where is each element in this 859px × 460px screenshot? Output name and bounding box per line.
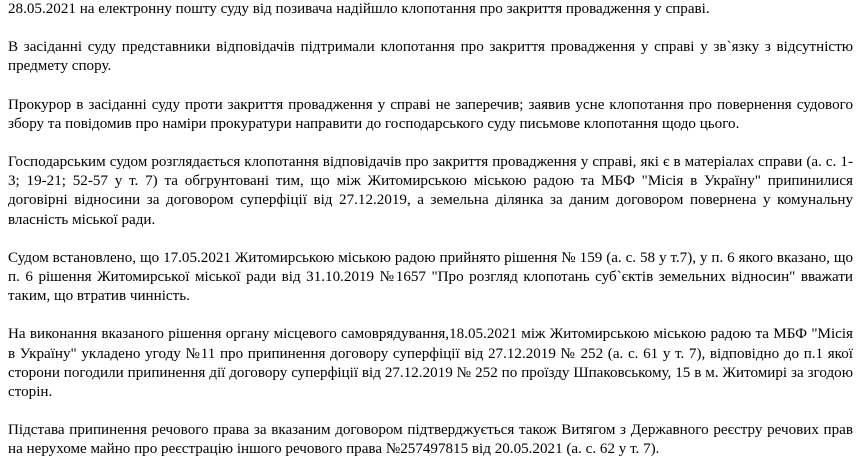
- paragraph-agreement-termination: На виконання вказаного рішення органу місцевого самоврядування,18.05.2021 між Житомирською міською радою та МБФ "Місія в Україну" укладено угоду №11 про припинення договору суперфіції від 27.12.2019 № 252 (а. с. 61 у т. 7), відповідно до п.1 якої сторони погодили припинення дії договору суперфіції від 27.12.2019 № 252 по проїзду Шпаковському, 15 в м. Житомирі за згодою сторін.: [8, 326, 853, 401]
- paragraph-court-considers: Господарським судом розглядається клопотання відповідачів про закриття провадження у справі, які є в матеріалах справи (а. с. 1-3; 19-21; 52-57 у т. 7) та обгрунтовані тим, що між Житомирською міською радою та МБФ "Місія в Україну" припинилися договірні відносини за договором суперфіції від 27.12.2019, а земельна ділянка за даним договором повернена у комунальну власність міської ради.: [8, 154, 853, 228]
- paragraph-court-established: Судом встановлено, що 17.05.2021 Житомирською міською радою прийнято рішення № 159 (а. с. 58 у т.7), у п. 6 якого вказано, що п. 6 рішення Житомирської міської ради від 31.10.2019 №1657 "Про розгляд клопотань суб`єктів земельних відносин" вважати таким, що втратив чинність.: [8, 249, 853, 305]
- paragraph-prosecutor-position: Прокурор в засіданні суду проти закриття провадження у справі не заперечив; заявив усне клопотання про повернення судового збору та повідомив про наміри прокуратури направити до господарського суду письмове клопотання щодо цього.: [8, 96, 853, 132]
- paragraph-registry-extract: Підстава припинення речового права за вказаним договором підтверджується також Витягом з Державного реєстру речових прав на нерухоме майно про реєстрацію іншого речового права №257497815 від 20.05.2021 (а. с. 62 у т. 7).: [8, 422, 853, 458]
- document-body: [8, 0, 853, 460]
- paragraph-defendants-support: В засіданні суду представники відповідачів підтримали клопотання про закриття провадження у справі у зв`язку з відсутністю предмету спору.: [8, 39, 853, 75]
- paragraph-email-motion: 28.05.2021 на електронну пошту суду від позивача надійшло клопотання про закриття провадження у справі.: [8, 1, 710, 17]
